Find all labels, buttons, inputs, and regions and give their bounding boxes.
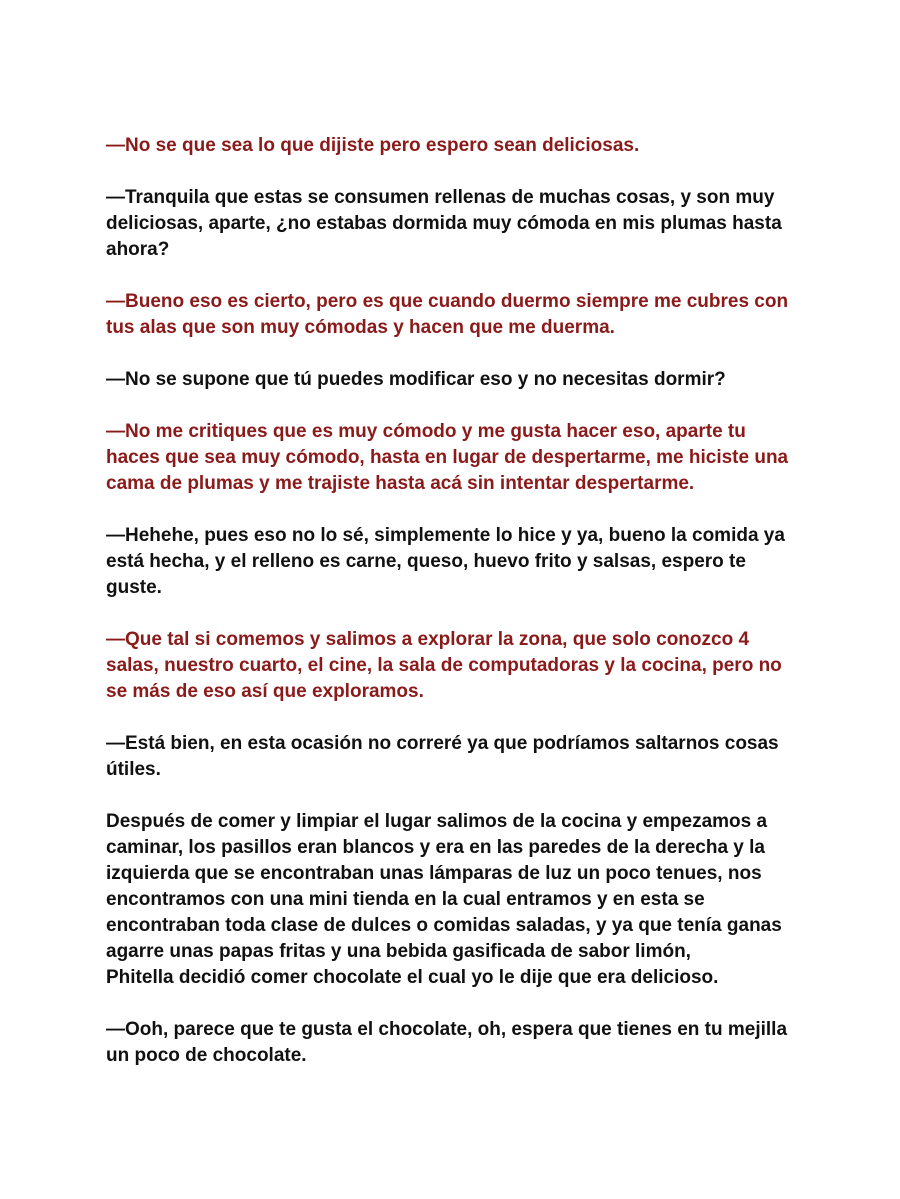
dialogue-paragraph-2: —Tranquila que estas se consumen rellenas de muchas cosas, y son muy deliciosas, aparte, ¿no estabas dormida muy cómoda en mis plumas hasta ahora? xyxy=(106,187,782,260)
dialogue-paragraph-1: —No se que sea lo que dijiste pero espero sean deliciosas. xyxy=(106,135,640,156)
dialogue-paragraph-6: —Hehehe, pues eso no lo sé, simplemente lo hice y ya, bueno la comida ya está hecha, y el relleno es carne, queso, huevo frito y salsas, espero te guste. xyxy=(106,525,785,598)
dialogue-paragraph-4: —No se supone que tú puedes modificar eso y no necesitas dormir? xyxy=(106,369,726,390)
dialogue-paragraph-5: —No me critiques que es muy cómodo y me gusta hacer eso, aparte tu haces que sea muy cómodo, hasta en lugar de despertarme, me hiciste una cama de plumas y me trajiste hasta acá sin intentar despertarme. xyxy=(106,421,789,494)
dialogue-paragraph-10: —Ooh, parece que te gusta el chocolate, oh, espera que tienes en tu mejilla un poco de chocolate. xyxy=(106,1019,788,1066)
dialogue-paragraph-8: —Está bien, en esta ocasión no correré ya que podríamos saltarnos cosas útiles. xyxy=(106,733,779,780)
document-page xyxy=(106,133,806,1095)
dialogue-paragraph-3: —Bueno eso es cierto, pero es que cuando duermo siempre me cubres con tus alas que son muy cómodas y hacen que me duerma. xyxy=(106,291,789,338)
narration-paragraph: Después de comer y limpiar el lugar salimos de la cocina y empezamos a caminar, los pasillos eran blancos y era en las paredes de la derecha y la izquierda que se encontraban unas lámparas de luz un poco tenues, nos encontramos con una mini tienda en la cual entramos y en esta se encontraban toda clase de dulces o comidas saladas, y ya que tenía ganas agarre unas papas fritas y una bebida gasificada de sabor limón, Phitella decidió comer chocolate el cual yo le dije que era delicioso. xyxy=(106,811,782,988)
dialogue-paragraph-7: —Que tal si comemos y salimos a explorar la zona, que solo conozco 4 salas, nuestro cuarto, el cine, la sala de computadoras y la cocina, pero no se más de eso así que exploramos. xyxy=(106,629,782,702)
